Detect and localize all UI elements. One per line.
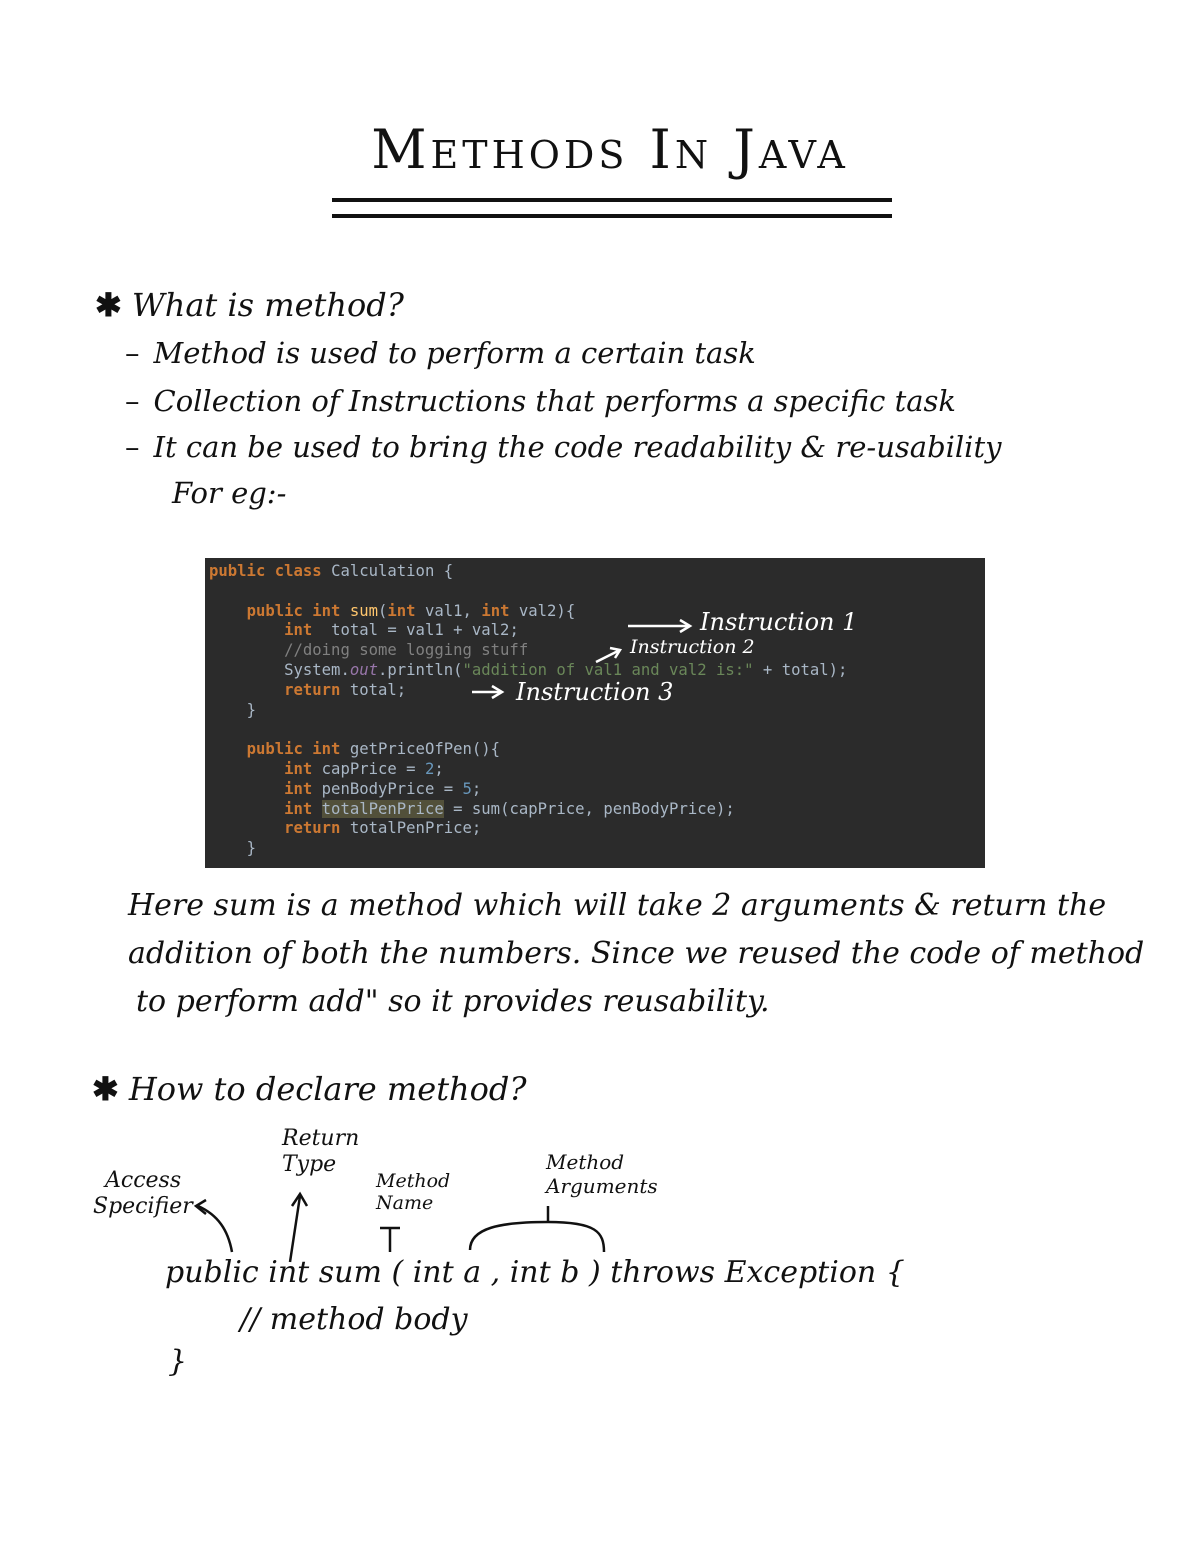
arrow-return-type xyxy=(290,1196,300,1262)
question-what-is-method: ✱ What is method? xyxy=(95,286,404,324)
method-closing-brace: } xyxy=(168,1344,188,1379)
explanation-line-3: to perform add" so it provides reusability. xyxy=(136,984,770,1019)
label-return-type: Return Type xyxy=(282,1126,360,1177)
bullet-2: – Collection of Instructions that performs a specific task xyxy=(125,384,956,418)
annotation-instruction-2: Instruction 2 xyxy=(630,636,755,658)
question-how-to-declare: ✱ How to declare method? xyxy=(92,1070,527,1108)
bullet-1: – Method is used to perform a certain task xyxy=(125,336,756,370)
label-access-specifier: Access Specifier xyxy=(93,1168,193,1219)
code-screenshot: public class Calculation { public int sum(int val1, int val2){ int total = val1 + val2; //doing some logging stuff System.out.println("addition of val1 and val2 is:" + total); return total; } public int getPriceOfPen(){ int capPrice = 2; int penBodyPrice = 5; int totalPenPrice = sum(capPrice, penBodyPrice); return totalPenPrice; } xyxy=(205,558,985,868)
explanation-line-2: addition of both the numbers. Since we reused the code of method xyxy=(128,936,1145,971)
bullet-3: – It can be used to bring the code readability & re-usability xyxy=(125,430,1002,464)
label-method-name: Method Name xyxy=(376,1170,451,1214)
method-body-comment: // method body xyxy=(240,1302,468,1337)
annotation-instruction-1: Instruction 1 xyxy=(700,608,858,636)
label-method-arguments: Method Arguments xyxy=(546,1150,658,1198)
annotation-instruction-3: Instruction 3 xyxy=(516,678,674,706)
method-signature: public int sum ( int a , int b ) throws Exception { xyxy=(165,1255,905,1290)
asterisk-icon: ✱ xyxy=(92,1070,119,1108)
explanation-line-1: Here sum is a method which will take 2 arguments & return the xyxy=(128,888,1107,923)
brace-method-arguments xyxy=(470,1222,604,1252)
example-label: For eg:- xyxy=(172,476,287,510)
page-title: Methods In Java xyxy=(371,118,849,181)
asterisk-icon: ✱ xyxy=(95,286,122,324)
